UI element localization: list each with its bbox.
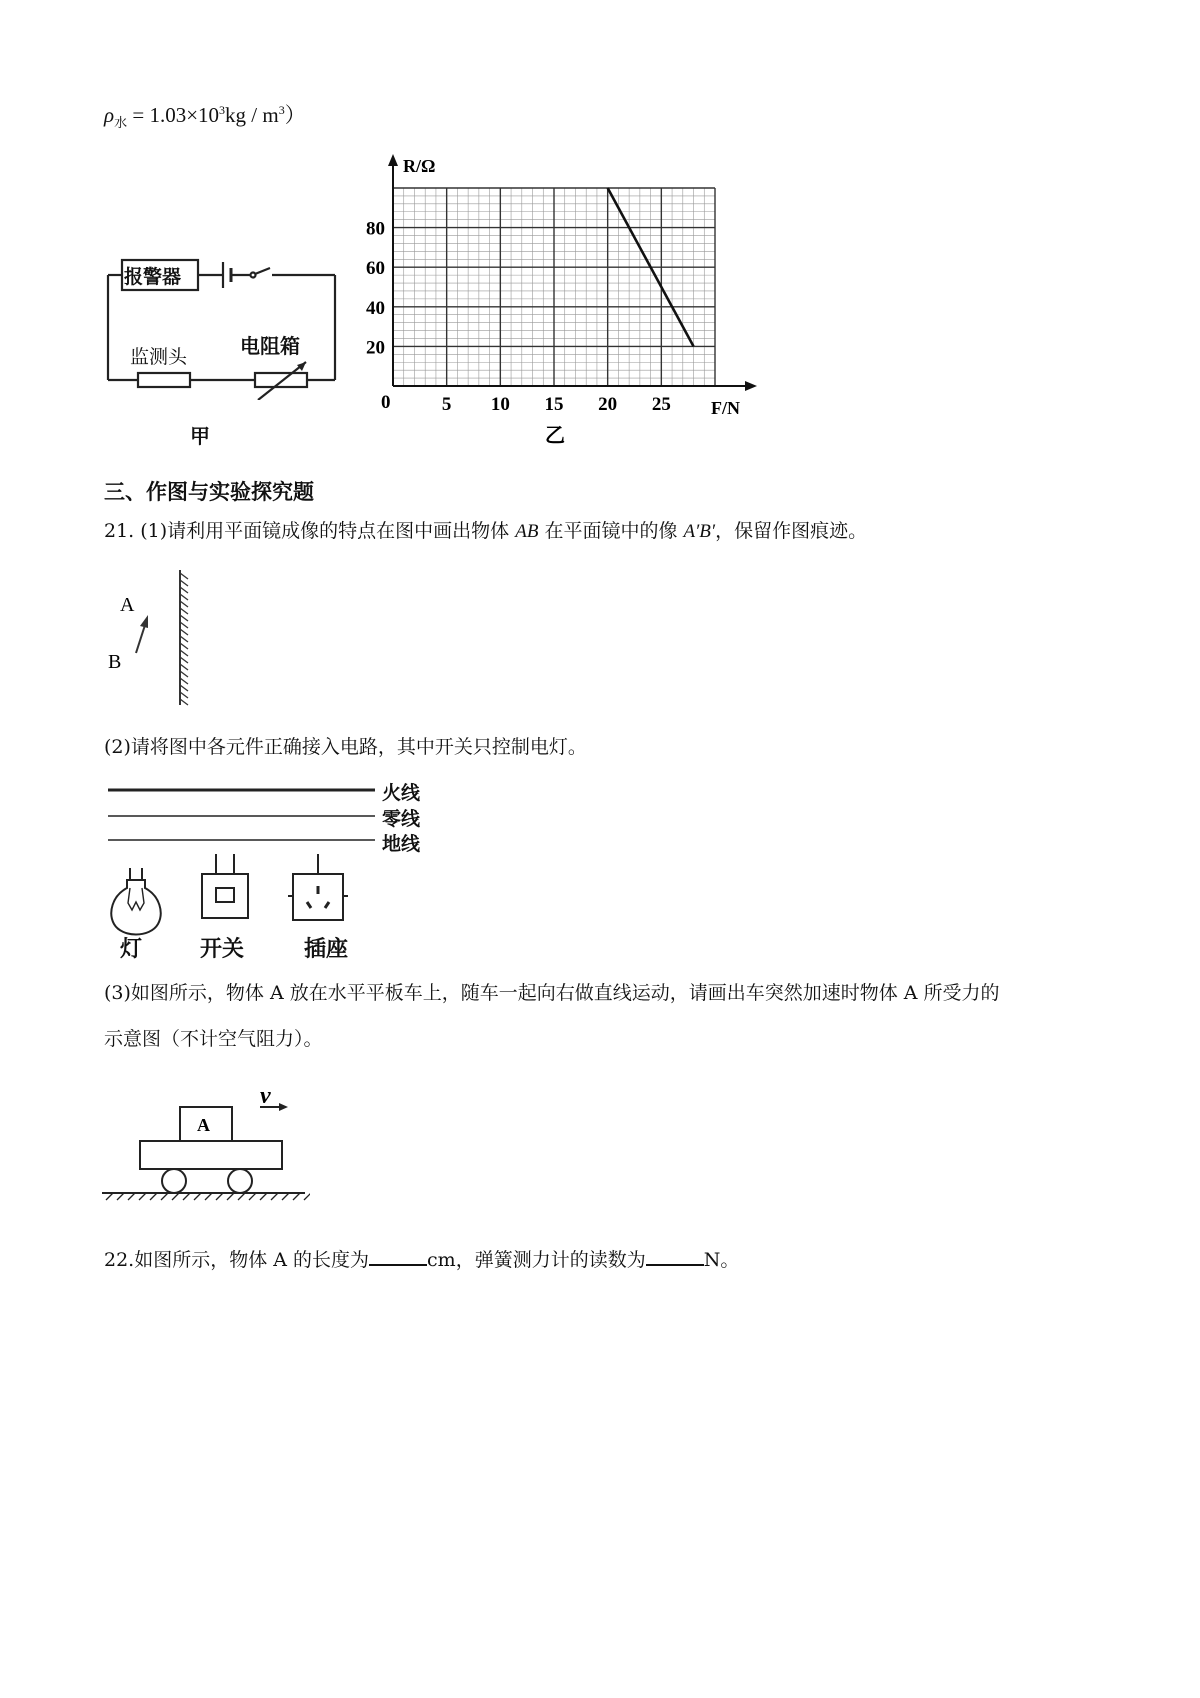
lamp-label: 灯	[120, 937, 143, 962]
ground-hatch-mark	[238, 1193, 245, 1200]
ground-hatch-mark	[282, 1193, 289, 1200]
mirror-hatch-mark	[180, 629, 188, 635]
variable-arrow	[258, 362, 306, 400]
mirror-hatch-mark	[180, 573, 188, 579]
resistor-box	[255, 373, 307, 387]
y-tick-label: 20	[366, 337, 385, 359]
switch-label: 开关	[200, 937, 245, 962]
mirror-hatch-mark	[180, 601, 188, 607]
q22-part-b: cm，弹簧测力计的读数为	[427, 1249, 646, 1271]
mirror-hatch-mark	[180, 636, 188, 642]
formula-exponent: 3	[219, 103, 226, 117]
mirror-hatch-mark	[180, 594, 188, 600]
ground-hatch-mark	[106, 1193, 113, 1200]
ground-hatch-mark	[216, 1193, 223, 1200]
ground-hatch-mark	[128, 1193, 135, 1200]
formula-value: = 1.03×10	[132, 103, 220, 127]
ground-hatch-mark	[117, 1193, 124, 1200]
section-title: 三、作图与实验探究题	[104, 480, 314, 504]
q21-p1-b: 在平面镜中的像	[544, 520, 678, 542]
ground-hatch-mark	[260, 1193, 267, 1200]
detector-resistor	[138, 373, 190, 387]
detector-label: 监测头	[130, 346, 188, 368]
y-tick-label: 60	[366, 258, 385, 280]
rho-subscript: 水	[114, 115, 128, 131]
x-tick-label: 15	[544, 394, 564, 415]
x-axis-arrow	[745, 381, 757, 391]
ground-hatch-mark	[183, 1193, 190, 1200]
y-tick-label: 80	[366, 218, 385, 240]
cart-wheel-right	[228, 1169, 252, 1193]
neutral-wire-label: 零线	[382, 808, 421, 830]
ground-hatch-mark	[293, 1193, 300, 1200]
q21-part1-text	[104, 522, 867, 541]
ground-hatch-mark	[172, 1193, 179, 1200]
x-tick-label: 25	[651, 394, 671, 415]
ground-hatch-mark	[139, 1193, 146, 1200]
mirror-hatch-mark	[180, 643, 188, 649]
y-axis-label: R/Ω	[403, 156, 436, 176]
mirror-hatch-mark	[180, 622, 188, 628]
q22-part-a: 22.如图所示，物体 A 的长度为	[104, 1249, 370, 1271]
ground-wire-label: 地线	[382, 833, 421, 855]
mirror-hatch-mark	[180, 692, 188, 698]
density-formula	[104, 104, 306, 129]
mirror-hatch-mark	[180, 587, 188, 593]
rho-symbol: ρ	[104, 103, 115, 127]
q21-apbp: A′B′	[683, 521, 716, 542]
x-axis-label: F/N	[711, 398, 740, 418]
origin-label: 0	[381, 392, 391, 413]
ground-hatch-mark	[304, 1193, 310, 1200]
mirror-hatch-mark	[180, 580, 188, 586]
q21-p1-c: ，保留作图痕迹。	[715, 520, 868, 542]
x-tick-label: 10	[490, 394, 510, 415]
block-a-label: A	[197, 1115, 210, 1135]
mirror-hatch-mark	[180, 685, 188, 691]
socket-label: 插座	[304, 937, 349, 962]
figure-jia-caption: 甲	[190, 424, 210, 448]
switch-lever	[255, 268, 270, 274]
cart-platform	[140, 1141, 282, 1169]
mirror-hatch-mark	[180, 671, 188, 677]
x-tick-label: 5	[441, 394, 452, 415]
q21-p1-a: 21. (1)请利用平面镜成像的特点在图中画出物体	[104, 520, 510, 542]
ground-hatch-mark	[205, 1193, 212, 1200]
ground-hatch-mark	[194, 1193, 201, 1200]
figure-yi-caption: 乙	[545, 425, 565, 447]
cart-wheel-left	[162, 1169, 186, 1193]
point-a-label: A	[120, 594, 135, 616]
y-axis-arrow	[388, 154, 398, 166]
object-arrowhead	[140, 615, 148, 628]
resistor-box-label: 电阻箱	[240, 334, 300, 358]
switch-icon	[202, 854, 248, 918]
ground-hatch-mark	[150, 1193, 157, 1200]
velocity-label: v	[260, 1085, 271, 1109]
plane-mirror-figure	[100, 565, 220, 710]
ground-hatch-mark	[271, 1193, 278, 1200]
q21-part2-text: (2)请将图中各元件正确接入电路，其中开关只控制电灯。	[104, 736, 587, 758]
mirror-hatch-mark	[180, 664, 188, 670]
x-tick-label: 20	[598, 394, 618, 415]
q21-ab: AB	[515, 521, 539, 542]
mirror-hatch-mark	[180, 608, 188, 614]
formula-unit-exponent: 3	[278, 103, 285, 117]
mirror-hatch-mark	[180, 615, 188, 621]
live-wire-label: 火线	[382, 782, 421, 804]
mirror-hatch-mark	[180, 678, 188, 684]
mirror-hatch-mark	[180, 657, 188, 663]
ground-hatch-mark	[161, 1193, 168, 1200]
q22-part-c: N。	[703, 1249, 740, 1271]
ground-hatch-mark	[249, 1193, 256, 1200]
y-tick-label: 40	[366, 297, 385, 319]
cart-figure	[100, 1085, 310, 1205]
lamp-icon	[111, 868, 160, 935]
formula-unit: kg / m	[225, 103, 279, 127]
mirror-hatch-mark	[180, 650, 188, 656]
velocity-arrowhead	[279, 1103, 288, 1111]
q21-part3-line1: (3)如图所示，物体 A 放在水平平板车上，随车一起向右做直线运动，请画出车突然加速时物体 A 所受力的	[104, 982, 1000, 1004]
socket-icon	[288, 854, 348, 920]
point-b-label: B	[108, 651, 122, 673]
mirror-hatch-mark	[180, 699, 188, 705]
formula-close: ）	[284, 103, 306, 127]
q21-part3-line2: 示意图（不计空气阻力）。	[104, 1028, 323, 1050]
q22-text	[104, 1248, 739, 1270]
ground-hatch-mark	[227, 1193, 234, 1200]
resistance-force-chart	[355, 150, 775, 450]
alarm-label: 报警器	[124, 266, 182, 288]
spring-scale-answer-blank[interactable]	[646, 1248, 704, 1266]
length-answer-blank[interactable]	[369, 1248, 427, 1266]
